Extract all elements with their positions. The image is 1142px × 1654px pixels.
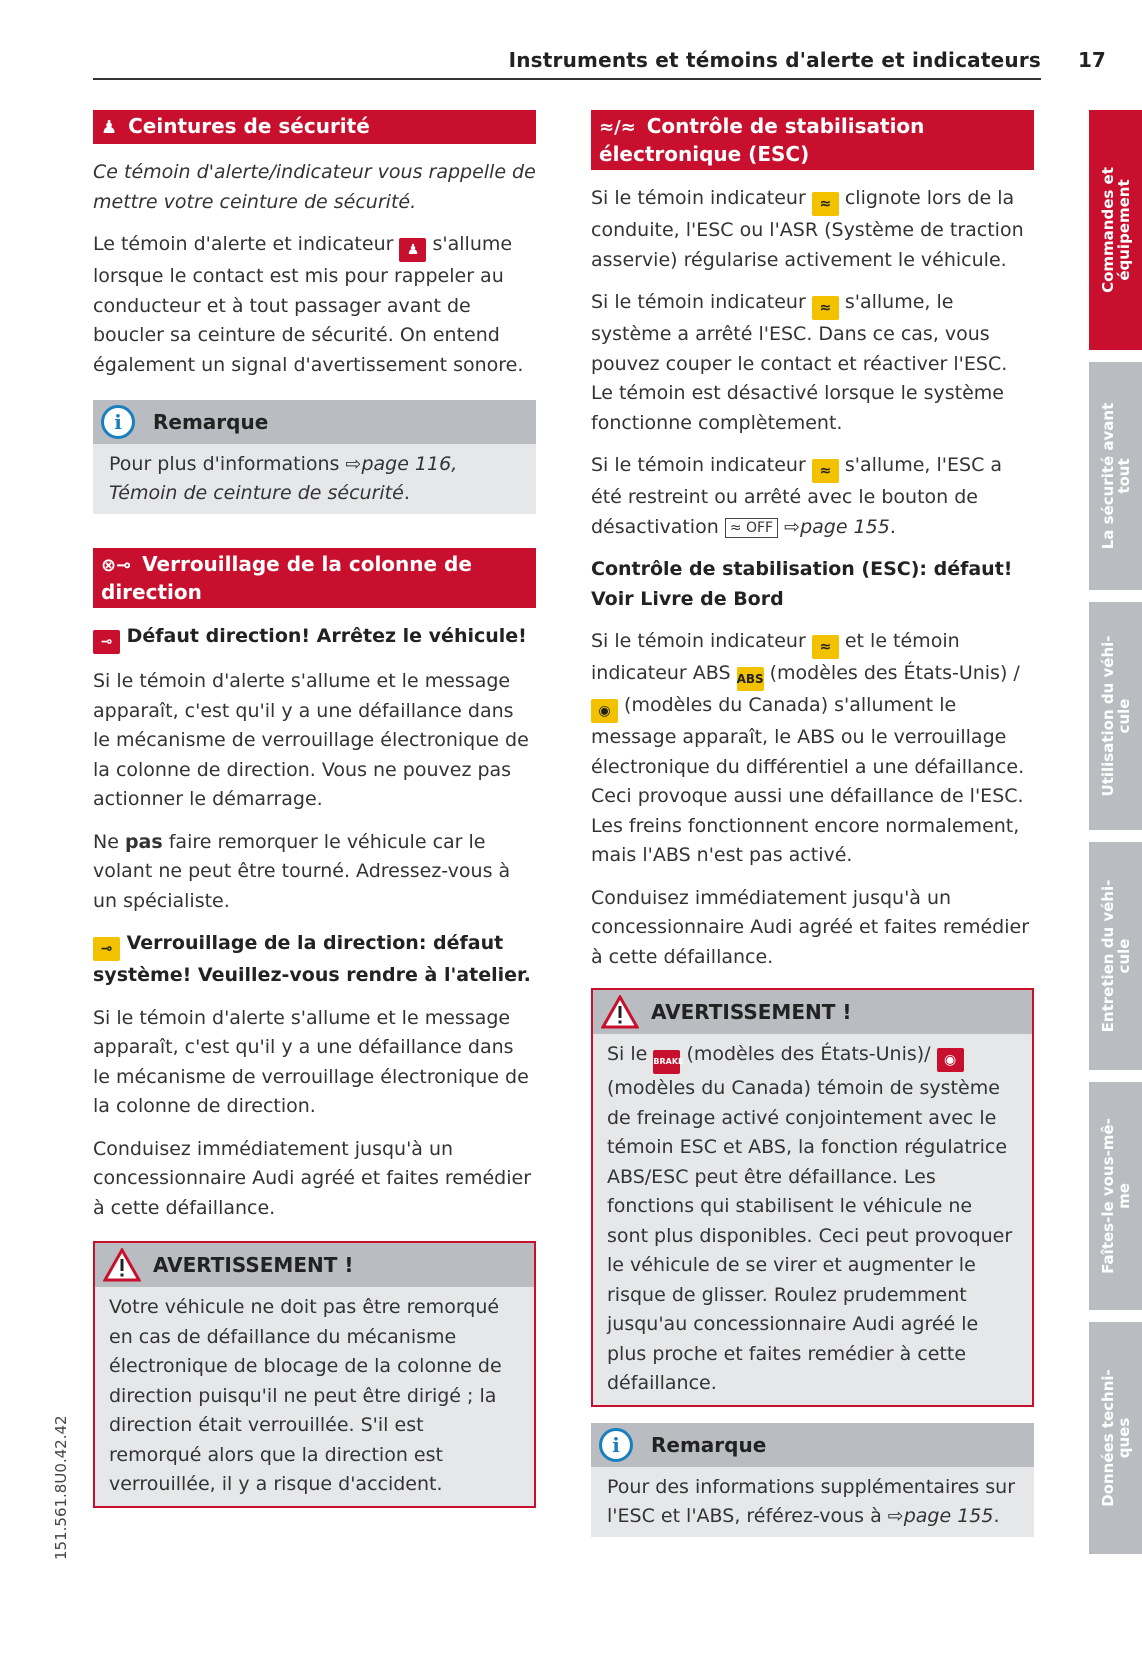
note-body [93,444,536,514]
paragraph: Conduisez immédiatement jusqu'à un concessionnaire Audi agréé et faites remédier à cette défaillance. [591,886,1030,968]
warning-title: AVERTISSEMENT ! [651,1000,852,1024]
info-icon: i [599,1428,633,1462]
fault-message [93,622,536,654]
abs-canada-indicator-icon: ◉ [591,699,618,723]
text-run: Pour plus d'informations [109,453,340,475]
text-run: Si le [607,1043,648,1065]
section-title: Verrouillage de la colonne de direction [101,552,472,604]
paragraph: Conduisez immédiatement jusqu'à un concessionnaire Audi agréé et faites remédier à cette défaillance. [93,1137,532,1219]
arrow-right-icon: ⇨ [784,515,801,538]
tab-label: Entretien du véhi- cule [1098,879,1133,1033]
steering-fault-yellow-icon: ⊸ [93,937,120,961]
text-run: (modèles du Canada) témoin de système de freinage activé conjointement avec le témoin ESC et ABS, la fonction régulatrice ABS/ESC peut être défaillance. Les fonctions qui stabilisent le véhicule ne sont plus disponibles. Ceci peut provoquer le véhicule de se virer et augmenter le risque de glisser. Roulez prudemment jusqu'au concessionnaire Audi agréé le plus proche et faites remédier à cette défaillance. [607,1077,1013,1394]
warning-box [591,988,1034,1407]
tab-securite[interactable] [1089,362,1142,590]
page-number: 17 [1078,48,1106,72]
page-reference-link[interactable]: page 116, Témoin de ceinture de sécurité [109,453,458,504]
warning-triangle-icon [601,995,639,1029]
section-header-steering-lock [93,548,536,608]
warning-triangle-icon [103,1248,141,1282]
arrow-right-icon: ⇨ [887,1504,904,1527]
text-run: Défaut direction! Arrêtez le véhicule! [126,625,527,647]
right-column [591,110,1034,1571]
note-box [591,1423,1034,1537]
tab-label: Commandes et équipement [1098,167,1133,293]
page-reference-link[interactable]: page 155 [903,1504,994,1527]
note-title: Remarque [153,410,269,434]
section-header-esc [591,110,1034,170]
text-run: Si le témoin indicateur [591,630,806,652]
note-body [591,1467,1034,1537]
abs-indicator-icon: ABS [737,667,764,691]
text-run: . [403,482,410,504]
text-run: Si le témoin indicateur [591,187,806,209]
note-box [93,400,536,514]
text-run: clignote lors de la conduite, l'ESC ou l'ASR (Système de traction asservie) régularise activement le véhicule. [591,187,1024,271]
text-run: . [993,1504,1000,1527]
brake-warning-light-icon: BRAKE [653,1050,680,1074]
text-run: faire remorquer le véhicule car le volant ne peut être tourné. Adressez-vous à un spécialiste. [93,830,511,912]
tab-donnees[interactable] [1089,1322,1142,1554]
text-run: . [889,515,896,538]
arrow-right-icon: ⇨ [345,453,362,475]
warning-header [95,1243,534,1287]
esc-indicator-icon: ≈ [812,635,839,659]
tab-label: La sécurité avant tout [1098,402,1133,550]
section-title: Ceintures de sécurité [128,114,370,138]
steering-lock-icon: ⊗⊸ [101,555,132,576]
text-run: Si le témoin indicateur [591,291,806,313]
text-run: s'allume, l'ESC a été restreint ou arrêté avec le bouton de désactivation [591,454,1003,538]
tab-utilisation[interactable] [1089,602,1142,830]
tab-label: Utilisation du véhi- cule [1098,635,1133,797]
text-run: Le témoin d'alerte et indicateur [93,233,394,255]
esc-indicator-icon: ≈ [812,296,839,320]
warning-body [593,1034,1032,1405]
page-title: Instruments et témoins d'alerte et indicateurs [508,48,1041,72]
paragraph [591,451,1034,542]
fault-message: Contrôle de stabilisation (ESC): défaut! Voir Livre de Bord [591,558,1013,610]
fault-message [93,929,536,991]
warning-body: Votre véhicule ne doit pas être remorqué en cas de défaillance du mécanisme électronique de blocage de la colonne de direction puisqu'il ne peut être dirigé ; la direction était verrouillée. S'il est remorqué alors que la direction est verrouillée, il y a risque d'accident. [109,1296,502,1495]
text-run: Verrouillage de la direction: défaut système! Veuillez-vous rendre à l'atelier. [93,932,531,986]
paragraph [591,627,1034,871]
esc-indicator-icon: ≈ [812,192,839,216]
esc-off-glyph-icon: ≈ [729,519,742,536]
note-title: Remarque [651,1432,767,1457]
text-run: (modèles des États-Unis)/ [686,1043,931,1065]
document-code: 151.561.8U0.42.42 [52,1415,70,1560]
paragraph [591,184,1034,275]
left-column [93,110,536,1522]
paragraph [591,288,1034,438]
text-run: s'allume lorsque le contact est mis pour rappeler au conducteur et à tout passager avant de boucler sa ceinture de sécurité. On entend également un signal d'avertissement sonore. [93,233,524,376]
page-reference-link[interactable]: page 155 [800,515,890,538]
text-run: Ne [93,830,119,853]
esc-icon: ≈/≈ [599,117,636,138]
text-run: Si le témoin indicateur [591,454,806,476]
warning-title: AVERTISSEMENT ! [153,1253,354,1277]
warning-box [93,1241,536,1508]
text-run: (modèles du Canada) s'allument le message apparaît, le ABS ou le verrouillage électronique du différentiel a une défaillance. Ceci provoque aussi une défaillance de l'ESC. Les freins fonctionnent encore normalement, mais l'ABS n'est pas activé. [591,694,1025,866]
steering-fault-red-icon: ⊸ [93,630,120,654]
paragraph [93,828,536,917]
text-run: OFF [745,519,774,536]
section-title: Contrôle de stabilisation électronique (ESC) [599,114,925,166]
paragraph: Si le témoin d'alerte s'allume et le message apparaît, c'est qu'il y a une défaillance dans le mécanisme de verrouillage électronique de la colonne de direction. Vous ne pouvez pas actionner le démarrage. [93,670,529,810]
paragraph [93,230,536,380]
text-run: et le témoin indicateur ABS [591,630,960,684]
text-run: pas [124,830,163,853]
text-run: (modèles des États-Unis) / [769,662,1020,684]
tab-label: Faîtes-le vous-mê- me [1098,1118,1133,1274]
text-run: Pour des informations supplémentaires sur l'ESC et l'ABS, référez-vous à [607,1475,1015,1527]
esc-off-button-icon [725,518,778,538]
tab-entretien[interactable] [1089,842,1142,1070]
section-intro: Ce témoin d'alerte/indicateur vous rappelle de mettre votre ceinture de sécurité. [93,161,536,213]
note-header [591,1423,1034,1467]
seatbelt-warning-light-icon: ♟ [399,238,426,262]
text-run: s'allume, le système a arrêté l'ESC. Dans ce cas, vous pouvez couper le contact et réactiver l'ESC. Le témoin est désactivé lorsque le système fonctionne complètement. [591,291,1008,434]
tab-label: Données techni- ques [1098,1369,1133,1507]
warning-header [593,990,1032,1034]
page-header [93,46,1041,80]
note-header [93,400,536,444]
esc-off-indicator-icon: ≈ [812,459,839,483]
brake-canada-warning-light-icon: ◉ [937,1048,964,1072]
tab-commandes[interactable] [1089,110,1142,350]
tab-faites-le[interactable] [1089,1082,1142,1310]
paragraph: Si le témoin d'alerte s'allume et le message apparaît, c'est qu'il y a une défaillance dans le mécanisme de verrouillage électronique de la colonne de direction. [93,1006,529,1117]
info-icon: i [101,405,135,439]
seatbelt-icon: ♟ [101,117,118,138]
section-header-seatbelt [93,110,536,144]
